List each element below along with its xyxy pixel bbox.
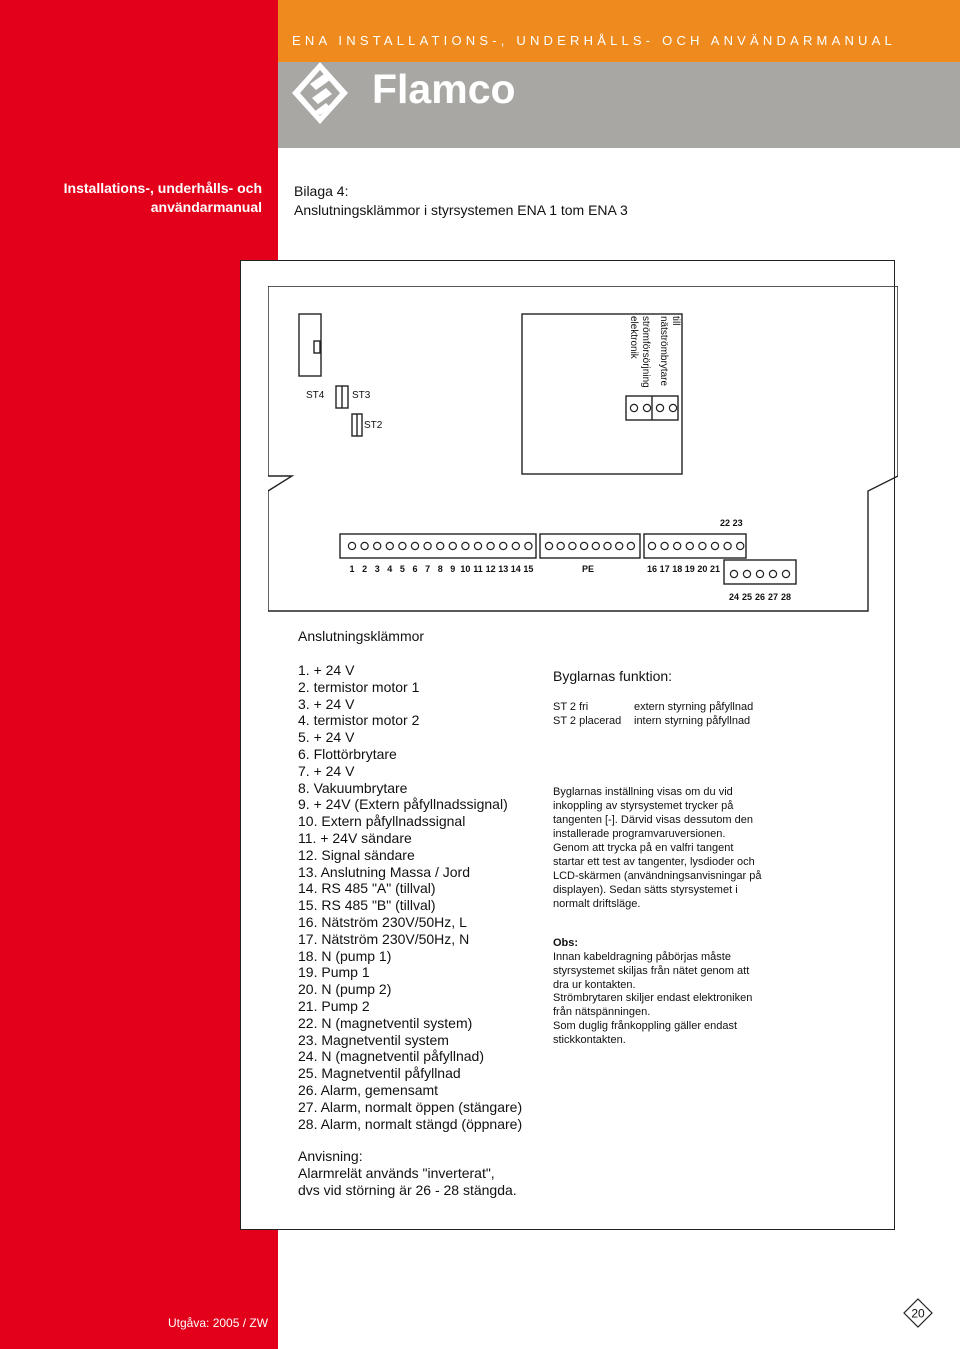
st3-label: ST3 [352, 390, 371, 401]
terminal-number: 8 [437, 564, 443, 574]
brand-name: Flamco [372, 66, 516, 112]
terminal-number: 23 [732, 518, 743, 528]
terminal-number: 5 [399, 564, 405, 574]
circuit-board-diagram [268, 286, 898, 616]
list-item: 1. + 24 V [298, 662, 355, 678]
terminal-number: 19 [684, 564, 695, 574]
terminal-number: 1 [349, 564, 355, 574]
terminal-number: 18 [672, 564, 683, 574]
terminal-number: 24 [728, 592, 740, 602]
terminal-number: 28 [780, 592, 792, 602]
list-item: 24. N (magnetventil påfyllnad) [298, 1048, 484, 1065]
jumper-table [553, 700, 753, 728]
terminal-screw [411, 542, 418, 549]
sidebar-title-line: Installations-, underhålls- och [63, 180, 262, 196]
list-item: 11. + 24V sändare [298, 829, 412, 846]
jumper-value: extern styrning påfyllnad [634, 701, 754, 713]
list-item: 20. N (pump 2) [298, 981, 392, 998]
appendix-heading [294, 182, 628, 220]
terminal-number: 16 [646, 564, 658, 574]
terminal-screw [592, 542, 599, 549]
terminal-screw [648, 542, 655, 549]
terminal-number: 6 [412, 564, 418, 574]
terminal-screw [630, 404, 637, 411]
header-title: ENA INSTALLATIONS-, UNDERHÅLLS- OCH ANVÄNDARMANUAL [292, 33, 896, 48]
jumper-key: ST 2 fri [553, 701, 589, 713]
flamco-logo-icon [290, 60, 350, 126]
list-item: 25. Magnetventil påfyllnad [298, 1065, 461, 1082]
terminal-number: 3 [374, 564, 380, 574]
description-line: inkoppling av styrsystemet trycker på [553, 800, 734, 812]
list-item: 19. Pump 1 [298, 964, 370, 981]
list-item: 5. + 24 V [298, 729, 355, 746]
obs-line: Innan kabeldragning påbörjas måste [553, 951, 731, 963]
terminal-number: 4 [387, 564, 393, 574]
terminal-number: 2 [362, 564, 368, 574]
terminal-number: 14 [510, 564, 521, 574]
obs-heading: Obs: [553, 937, 579, 949]
terminal-screw [525, 542, 532, 549]
description-line: installerade programvaruversionen. [553, 828, 726, 840]
power-note-line: strömförsörjning [640, 316, 651, 388]
appendix-title: Bilaga 4: [294, 183, 349, 199]
terminal-number: 22 [719, 518, 731, 528]
terminal-number: 27 [767, 592, 779, 602]
list-item: 21. Pump 2 [298, 997, 370, 1014]
appendix-subtitle: Anslutningsklämmor i styrsystemen ENA 1 tom ENA 3 [294, 202, 628, 218]
edition-footer: Utgåva: 2005 / ZW [168, 1316, 269, 1330]
sidebar-title [2, 179, 262, 217]
description-line: displayen). Sedan sätts styrsystemet i [553, 884, 738, 896]
list-item: 6. Flottörbrytare [298, 745, 397, 762]
terminal-block-pe [540, 534, 640, 558]
list-item: 22. N (magnetventil system) [298, 1014, 473, 1031]
list-item: 18. N (pump 1) [298, 947, 392, 964]
terminal-number: 15 [523, 564, 534, 574]
table-row [553, 700, 753, 714]
terminal-screw [604, 542, 611, 549]
description-line: Genom att trycka på en valfri tangent [553, 842, 734, 854]
terminal-screw [627, 542, 634, 549]
obs-line: Strömbrytaren skiljer endast elektroniken [553, 992, 753, 1005]
obs-text [553, 951, 793, 1048]
terminal-screw [348, 542, 355, 549]
terminal-screw [724, 542, 731, 549]
terminal-screw [581, 542, 588, 549]
st4-label: ST4 [306, 390, 325, 401]
obs-line: stickkontakten. [553, 1033, 626, 1046]
note-line: Anvisning: [298, 1148, 363, 1164]
description-line: tangenten [-]. Därvid visas dessutom den [553, 814, 753, 826]
st2-label: ST2 [364, 420, 383, 431]
list-item: 17. Nätström 230V/50Hz, N [298, 930, 470, 947]
note-line: dvs vid störning är 26 - 28 stängda. [298, 1182, 517, 1198]
jumpers-heading: Byglarnas funktion: [553, 668, 673, 684]
terminal-screw [424, 542, 431, 549]
page-number-badge [903, 1298, 933, 1328]
description-line: LCD-skärmen (användningsanvisningar på [553, 870, 762, 882]
terminal-number: 11 [473, 564, 483, 574]
power-note-line: till [670, 316, 681, 326]
list-item: 16. Nätström 230V/50Hz, L [298, 913, 467, 930]
terminal-number: 25 [741, 592, 753, 602]
terminal-screw [699, 542, 706, 549]
terminal-number: 20 [697, 564, 708, 574]
terminal-screw [669, 404, 676, 411]
terminal-screw [487, 542, 494, 549]
list-item: 14. RS 485 "A" (tillval) [298, 880, 436, 897]
jumper-value: intern styrning påfyllnad [634, 715, 751, 727]
terminal-number: 26 [754, 592, 766, 602]
table-row [553, 714, 753, 728]
list-item: 26. Alarm, gemensamt [298, 1081, 439, 1098]
terminal-screw [500, 542, 507, 549]
list-item: 28. Alarm, normalt stängd (öppnare) [298, 1115, 523, 1132]
terminal-screw [656, 404, 663, 411]
board-outline [268, 286, 898, 611]
terminal-screw [437, 542, 444, 549]
terminal-screw [374, 542, 381, 549]
terminal-number: 9 [450, 564, 456, 574]
list-item: 2. termistor motor 1 [298, 678, 420, 695]
terminal-screw [462, 542, 469, 549]
list-item: 13. Anslutning Massa / Jord [298, 863, 470, 880]
terminal-number: 21 [709, 564, 721, 574]
list-item: 9. + 24V (Extern påfyllnadssignal) [298, 796, 508, 813]
jumper-key: ST 2 placerad [553, 715, 622, 727]
terminal-screw [557, 542, 564, 549]
terminal-screw [569, 542, 576, 549]
terminal-screw [643, 404, 650, 411]
terminal-screw [743, 570, 750, 577]
jumper-description [553, 785, 793, 911]
terminal-number: 10 [460, 564, 471, 574]
st4-jumper [299, 314, 321, 376]
terminal-screw [769, 570, 776, 577]
note-line: Alarmrelät används "inverterat", [298, 1165, 495, 1181]
chip [522, 314, 682, 474]
terminal-screw [686, 542, 693, 549]
terminal-number: 12 [485, 564, 496, 574]
terminals-heading: Anslutningsklämmor [298, 628, 425, 644]
list-item: 10. Extern påfyllnadssignal [298, 813, 466, 830]
terminal-screw [545, 542, 552, 549]
list-item: 15. RS 485 "B" (tillval) [298, 897, 436, 914]
list-item: 12. Signal sändare [298, 846, 415, 863]
power-note-line: elektronik [628, 316, 639, 359]
terminal-number: 7 [425, 564, 431, 574]
pe-label: PE [582, 564, 595, 574]
note-block [298, 1148, 517, 1199]
list-item: 4. termistor motor 2 [298, 712, 420, 729]
terminal-list [298, 662, 522, 1132]
terminal-screw [730, 570, 737, 577]
terminal-number: 13 [498, 564, 509, 574]
list-item: 8. Vakuumbrytare [298, 779, 408, 796]
terminal-screw [737, 542, 744, 549]
terminal-number: 17 [659, 564, 670, 574]
list-item: 3. + 24 V [298, 695, 355, 712]
terminal-screw [386, 542, 393, 549]
obs-line: Som duglig frånkoppling gäller endast [553, 1019, 738, 1032]
terminal-screw [674, 542, 681, 549]
terminal-screw [361, 542, 368, 549]
obs-line: från nätspänningen. [553, 1006, 651, 1019]
page-number: 20 [911, 1306, 925, 1321]
terminal-screw [512, 542, 519, 549]
description-line: normalt driftsläge. [553, 898, 641, 910]
terminal-screw [616, 542, 623, 549]
terminal-screw [474, 542, 481, 549]
terminal-screw [661, 542, 668, 549]
terminal-screw [782, 570, 789, 577]
terminal-screw [399, 542, 406, 549]
obs-line: dra ur kontakten. [553, 978, 636, 991]
description-line: startar ett test av tangenter, lysdioder och [553, 856, 755, 868]
list-item: 7. + 24 V [298, 762, 355, 779]
terminal-screw [711, 542, 718, 549]
power-note-line: nätströmbrytare [658, 316, 669, 387]
terminal-screw [756, 570, 763, 577]
list-item: 27. Alarm, normalt öppen (stängare) [298, 1098, 523, 1115]
description-line: Byglarnas inställning visas om du vid [553, 786, 733, 798]
terminal-screw [449, 542, 456, 549]
obs-line: styrsystemet skiljas från nätet genom att [553, 964, 750, 977]
sidebar-title-line: användarmanual [150, 199, 262, 215]
list-item: 23. Magnetventil system [298, 1031, 449, 1048]
